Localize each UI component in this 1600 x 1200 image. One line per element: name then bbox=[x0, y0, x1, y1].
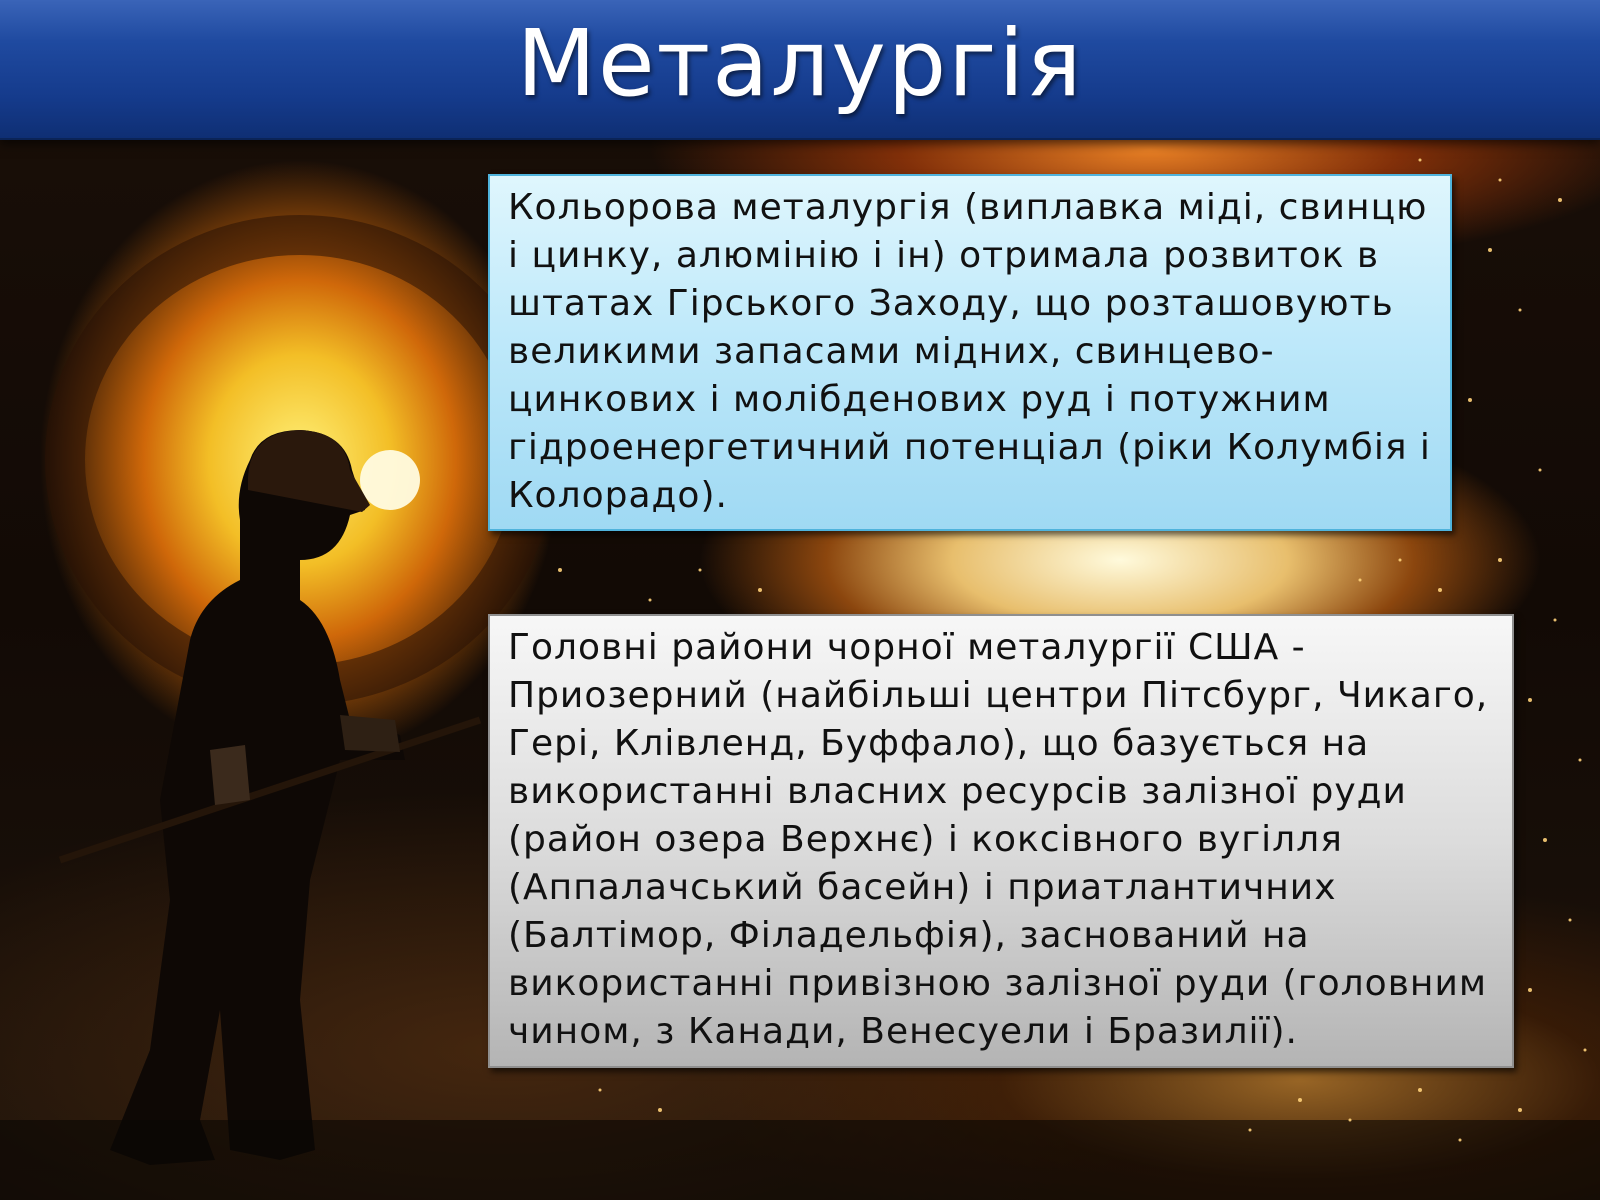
ferrous-metallurgy-text: Головні райони чорної металургії США - Приозерний (найбільші центри Пітсбург, Чикаго, Гері, Клівленд, Буффало), що базується на використанні власних ресурсів залізної руди (район озера Верхнє) і коксівного вугілля (Аппалачський басейн) і приатлантичних (Балтімор, Філадельфія), заснований на використанні привізною залізної руди (головним чином, з Канади, Венесуели і Бразилії). bbox=[488, 614, 1514, 1068]
title-bar bbox=[0, 0, 1600, 140]
nonferrous-metallurgy-text: Кольорова металургія (виплавка міді, свинцю і цинку, алюмінію і ін) отримала розвиток в штатах Гірського Заходу, що розташовують великими запасами мідних, свинцево-цинкових і молібденових руд і потужним гідроенергетичний потенціал (ріки Колумбія і Колорадо). bbox=[488, 174, 1452, 531]
slide-title: Металургія bbox=[516, 10, 1084, 117]
